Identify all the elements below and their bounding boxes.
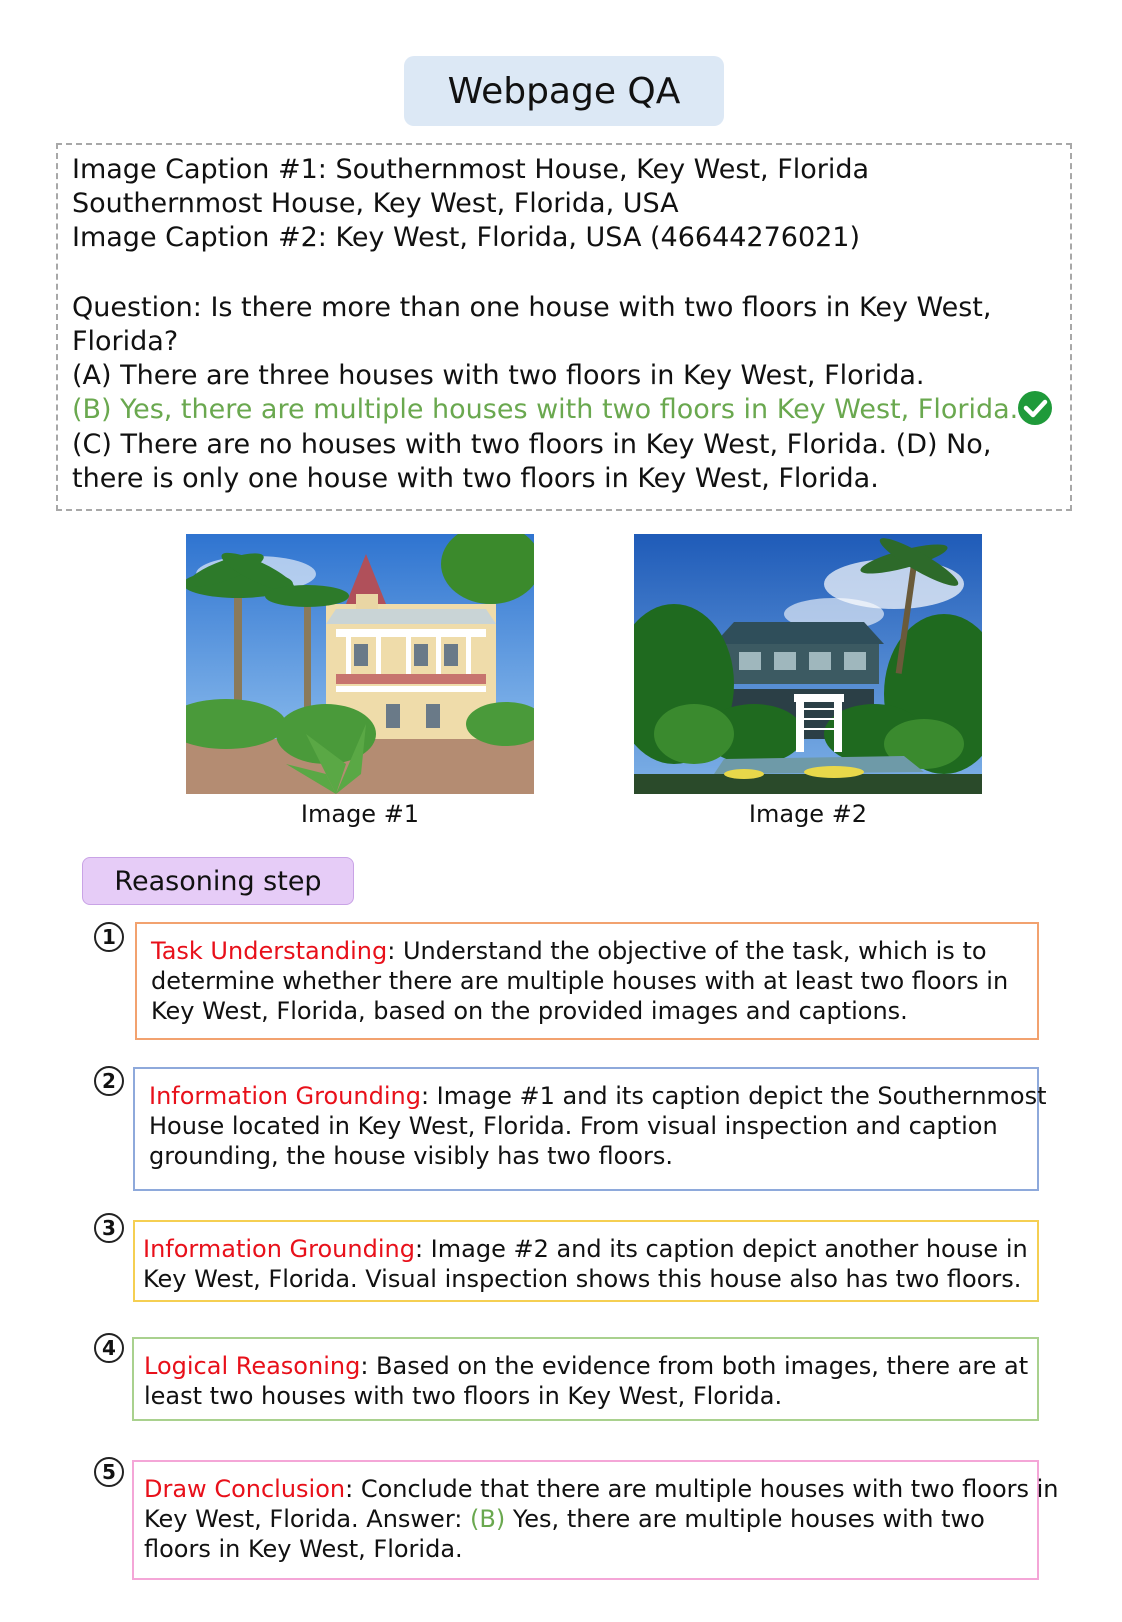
check-circle-icon xyxy=(1018,391,1052,425)
step-5-label: Draw Conclusion xyxy=(144,1475,346,1503)
question-line-2: Florida? xyxy=(72,326,179,357)
step-1-label: Task Understanding xyxy=(151,937,388,965)
step-4-box xyxy=(132,1337,1039,1421)
step-5-line-3: floors in Key West, Florida. xyxy=(144,1535,463,1563)
step-3-box xyxy=(133,1220,1039,1302)
step-5-answer-rest: Yes, there are multiple houses with two xyxy=(505,1505,985,1533)
step-4-line-2: least two houses with two floors in Key West, Florida. xyxy=(144,1382,783,1410)
step-2-box xyxy=(133,1067,1047,1191)
reasoning-step-label: Reasoning step xyxy=(82,857,354,905)
step-1-line-1: : Understand the objective of the task, which is to xyxy=(387,937,987,965)
option-a: (A) There are three houses with two floors in Key West, Florida. xyxy=(72,360,925,391)
page-title: Webpage QA xyxy=(404,56,724,126)
step-4-line-1: : Based on the evidence from both images, there are at xyxy=(360,1352,1029,1380)
step-1-box xyxy=(135,922,1039,1040)
question-line-1: Question: Is there more than one house with two floors in Key West, xyxy=(72,292,992,323)
step-4-number: 4 xyxy=(94,1333,124,1363)
step-5-line-1: : Conclude that there are multiple houses with two floors in xyxy=(345,1475,1059,1503)
step-2-line-2: House located in Key West, Florida. From visual inspection and caption xyxy=(149,1112,998,1140)
option-b: (B) Yes, there are multiple houses with two floors in Key West, Florida. xyxy=(72,394,1019,425)
step-2-line-1: : Image #1 and its caption depict the Southernmost xyxy=(420,1082,1047,1110)
step-2-line-3: grounding, the house visibly has two floors. xyxy=(149,1142,673,1170)
step-1-number: 1 xyxy=(94,922,124,952)
step-2-label: Information Grounding xyxy=(149,1082,421,1110)
image-1-caption: Image #1 xyxy=(300,800,420,828)
option-c-d-line-2: there is only one house with two floors in Key West, Florida. xyxy=(72,462,879,494)
step-5-answer-tag: (B) xyxy=(469,1505,506,1533)
step-1-line-2: determine whether there are multiple houses with at least two floors in xyxy=(151,967,1009,995)
caption-1-line: Image Caption #1: Southernmost House, Key West, Florida xyxy=(72,154,870,185)
step-2-number: 2 xyxy=(94,1066,124,1096)
step-3-label: Information Grounding xyxy=(143,1235,415,1263)
option-b-row xyxy=(72,393,1056,428)
image-2-photo xyxy=(634,534,982,794)
step-5-line-2: Key West, Florida. Answer: xyxy=(144,1505,470,1533)
image-1-photo xyxy=(186,534,534,794)
step-3-number: 3 xyxy=(94,1213,124,1243)
step-3-line-2: Key West, Florida. Visual inspection shows this house also has two floors. xyxy=(143,1265,1022,1293)
step-4-label: Logical Reasoning xyxy=(144,1352,361,1380)
step-1-line-3: Key West, Florida, based on the provided images and captions. xyxy=(151,997,908,1025)
step-5-box xyxy=(132,1460,1059,1580)
image-2-caption: Image #2 xyxy=(748,800,868,828)
step-3-line-1: : Image #2 and its caption depict another house in xyxy=(414,1235,1028,1263)
caption-2-line: Image Caption #2: Key West, Florida, USA (46644276021) xyxy=(72,222,861,253)
qa-panel xyxy=(56,143,1072,511)
caption-1-detail-line: Southernmost House, Key West, Florida, USA xyxy=(72,188,679,219)
step-5-number: 5 xyxy=(94,1457,124,1487)
option-c-d-line-1: (C) There are no houses with two floors in Key West, Florida. (D) No, xyxy=(72,428,992,460)
